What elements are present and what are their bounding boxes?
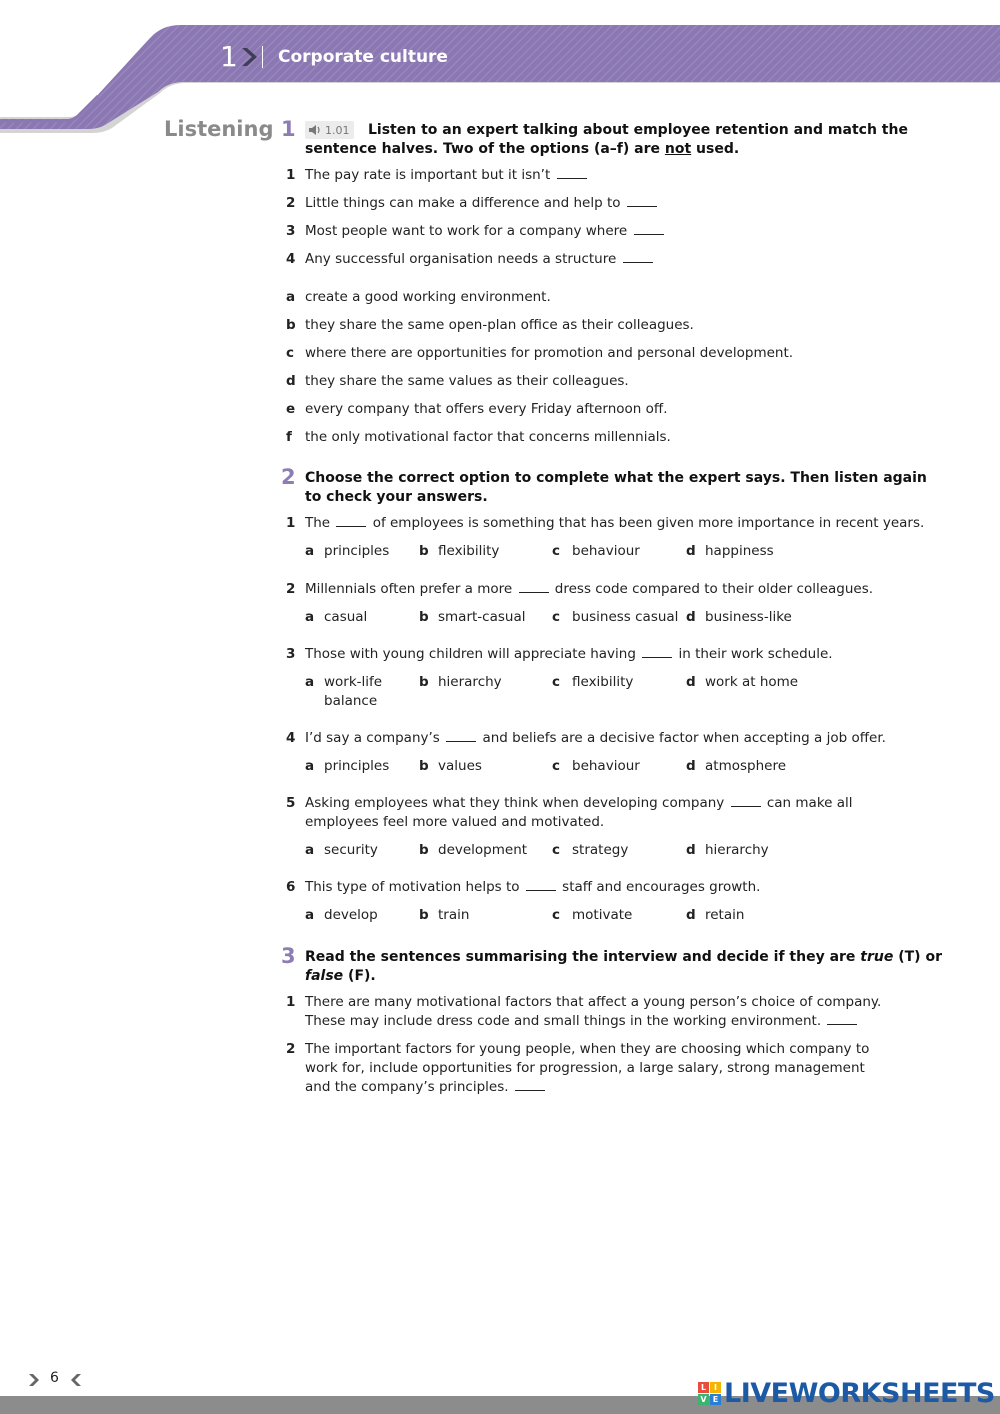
statement-text: and the company’s principles. [305,1079,509,1095]
answer-blank[interactable] [446,729,476,742]
logo-letter: V [698,1394,709,1405]
instruction-text: sentence halves. Two of the options (a–f) are [305,141,665,157]
section-label: Listening [164,117,274,141]
answer-blank[interactable] [634,222,664,235]
option-letter[interactable]: d [686,842,696,858]
option-text[interactable]: behaviour [572,758,640,774]
option-letter: a [286,289,296,305]
option-text[interactable]: hierarchy [438,674,502,690]
option-letter[interactable]: b [419,758,429,774]
answer-blank[interactable] [557,166,587,179]
exercise-1-number: 1 [281,117,296,141]
option-text[interactable]: smart-casual [438,609,526,625]
header-band [0,0,1000,140]
option-letter[interactable]: a [305,907,315,923]
instruction-text: (F). [343,968,376,984]
question-text [305,729,886,748]
option-text[interactable]: security [324,842,378,858]
sentence-ending: create a good working environment. [305,289,551,305]
option-letter[interactable]: c [552,609,561,625]
exercise-3-number: 3 [281,944,296,968]
option-letter[interactable]: a [305,609,315,625]
option-text[interactable]: happiness [705,543,774,559]
option-letter[interactable]: d [686,758,696,774]
item-number: 1 [286,167,296,183]
sentence-stem [305,194,659,213]
question-text-pre: This type of motivation helps to [305,879,520,895]
option-text[interactable]: behaviour [572,543,640,559]
question-number: 3 [286,646,296,662]
option-text[interactable]: business-like [705,609,792,625]
option-text[interactable]: casual [324,609,368,625]
tf-answer-blank[interactable] [515,1078,545,1091]
question-number: 2 [286,581,296,597]
option-letter[interactable]: d [686,674,696,690]
unit-number: 1 [220,40,238,73]
option-letter[interactable]: b [419,609,429,625]
answer-blank[interactable] [623,250,653,263]
option-letter[interactable]: b [419,907,429,923]
item-number: 4 [286,251,296,267]
option-text[interactable]: hierarchy [705,842,769,858]
sentence-stem [305,250,655,269]
header-divider [262,46,263,68]
sentence-ending: they share the same open-plan office as their colleagues. [305,317,694,333]
option-text[interactable]: business casual [572,609,679,625]
option-letter[interactable]: c [552,543,561,559]
option-text[interactable]: work at home [705,674,799,690]
question-text-pre: Those with young children will appreciate having [305,646,636,662]
option-letter: d [286,373,296,389]
sentence-stem [305,166,589,185]
option-text[interactable]: flexibility [572,674,634,690]
audio-button[interactable] [305,121,354,139]
question-text-post: and beliefs are a decisive factor when accepting a job offer. [482,730,886,746]
stem-text: Little things can make a difference and help to [305,195,621,211]
question-text [305,514,924,533]
option-text[interactable]: development [438,842,528,858]
option-text[interactable]: flexibility [438,543,500,559]
option-text[interactable]: develop [324,907,378,923]
question-text-post: dress code compared to their older colleagues. [554,581,874,597]
brand-name: LIVEWORKSHEETS [724,1377,995,1409]
stem-text: Most people want to work for a company where [305,223,628,239]
item-number: 3 [286,223,296,239]
question-text [305,645,833,664]
speaker-icon [308,124,322,136]
option-text[interactable]: train [438,907,470,923]
question-number: 6 [286,879,296,895]
sentence-ending: the only motivational factor that concerns millennials. [305,429,671,445]
statement-text: These may include dress code and small things in the working environment. [305,1013,822,1029]
statement-line [305,1012,859,1031]
instruction-false: false [305,968,344,984]
unit-title: Corporate culture [278,47,448,67]
stem-text: The pay rate is important but it isn’t [305,167,551,183]
option-text[interactable]: strategy [572,842,629,858]
option-letter: f [286,429,292,445]
option-letter[interactable]: b [419,674,429,690]
stem-text: Any successful organisation needs a structure [305,251,617,267]
instruction-emphasis: not [664,141,692,157]
option-text[interactable]: atmosphere [705,758,786,774]
answer-blank[interactable] [642,645,672,658]
exercise-1-instruction-line1: Listen to an expert talking about employee retention and match the [368,122,908,138]
option-letter[interactable]: b [419,842,429,858]
exercise-2-number: 2 [281,465,296,489]
option-letter[interactable]: c [552,907,561,923]
answer-blank[interactable] [526,878,556,891]
option-letter[interactable]: a [305,758,315,774]
chevron-right-icon [28,1373,40,1387]
question-text [305,794,853,813]
option-text[interactable]: retain [705,907,745,923]
question-text-pre: The [305,515,331,531]
chevron-left-icon [70,1373,82,1387]
option-letter[interactable]: a [305,543,315,559]
question-text-post: can make all [766,795,853,811]
item-number: 2 [286,1041,296,1057]
exercise-2-instruction-line2: to check your answers. [305,489,488,505]
answer-blank[interactable] [627,194,657,207]
option-letter: e [286,401,296,417]
option-letter[interactable]: d [686,609,696,625]
liveworksheets-logo[interactable] [698,1378,995,1408]
exercise-3-instruction-line2 [305,967,865,986]
exercise-2-instruction-line1: Choose the correct option to complete what the expert says. Then listen again [305,470,927,486]
question-number: 4 [286,730,296,746]
question-text-pre: Asking employees what they think when developing company [305,795,725,811]
logo-grid-icon [698,1382,721,1405]
option-letter: c [286,345,295,361]
answer-blank[interactable] [731,794,761,807]
question-text-pre: I’d say a company’s [305,730,440,746]
sentence-ending: they share the same values as their colleagues. [305,373,629,389]
option-letter[interactable]: a [305,674,315,690]
statement-line: The important factors for young people, when they are choosing which company to [305,1041,870,1057]
option-text[interactable]: values [438,758,482,774]
tf-answer-blank[interactable] [827,1012,857,1025]
option-letter[interactable]: d [686,543,696,559]
item-number: 1 [286,994,296,1010]
option-text[interactable]: principles [324,543,390,559]
sentence-stem [305,222,666,241]
statement-line [305,1078,547,1097]
question-text [305,580,873,599]
option-text-line2[interactable]: balance [324,693,378,709]
option-letter[interactable]: c [552,674,561,690]
question-text-pre: Millennials often prefer a more [305,581,513,597]
question-text-line2: employees feel more valued and motivated. [305,814,605,830]
instruction-text: used. [691,141,740,157]
option-letter[interactable]: c [552,842,561,858]
option-text[interactable]: motivate [572,907,633,923]
question-number: 5 [286,795,296,811]
option-letter[interactable]: a [305,842,315,858]
exercise-1-instruction-line2 [305,140,865,159]
chevron-right-icon [240,46,260,68]
option-text[interactable]: work-life [324,674,383,690]
option-letter[interactable]: b [419,543,429,559]
question-text [305,878,760,897]
option-text[interactable]: principles [324,758,390,774]
logo-letter: L [698,1382,709,1393]
option-letter: b [286,317,296,333]
answer-blank[interactable] [519,580,549,593]
audio-track-number: 1.01 [325,123,350,137]
instruction-text: Read the sentences summarising the interview and decide if they are [305,949,861,965]
exercise-3-instruction-line1 [305,948,942,967]
question-number: 1 [286,515,296,531]
sentence-ending: every company that offers every Friday afternoon off. [305,401,668,417]
sentence-ending: where there are opportunities for promotion and personal development. [305,345,794,361]
item-number: 2 [286,195,296,211]
logo-letter: E [710,1394,721,1405]
instruction-text: (T) or [893,949,942,965]
option-letter[interactable]: c [552,758,561,774]
statement-text: work for, include opportunities for progression, a large salary, strong management [305,1060,865,1076]
statement-line: There are many motivational factors that affect a young person’s choice of company. [305,994,882,1010]
option-letter[interactable]: d [686,907,696,923]
question-text-post: of employees is something that has been given more importance in recent years. [372,515,925,531]
page-number: 6 [50,1370,59,1386]
instruction-true: true [860,949,894,965]
statement-line [305,1059,865,1078]
question-text-post: staff and encourages growth. [562,879,761,895]
logo-letter: I [710,1382,721,1393]
question-text-post: in their work schedule. [678,646,833,662]
answer-blank[interactable] [336,514,366,527]
